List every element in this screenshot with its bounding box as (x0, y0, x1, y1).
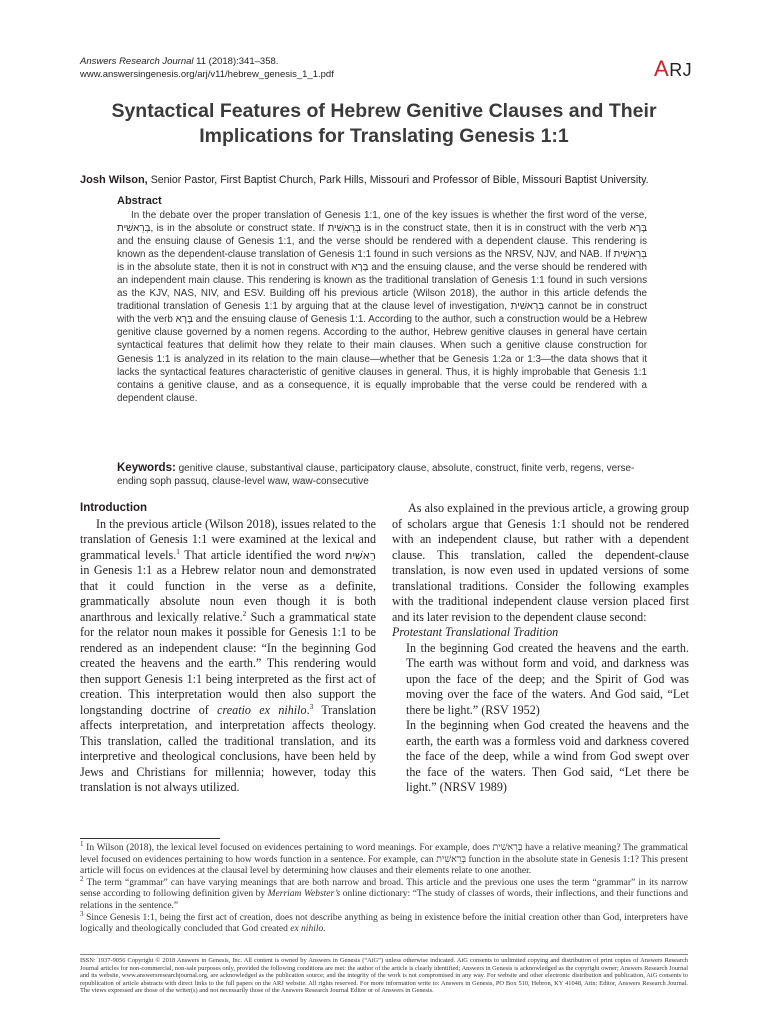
article-url[interactable]: www.answersingenesis.org/arj/v11/hebrew_genesis_1_1.pdf (80, 69, 334, 80)
left-column (80, 501, 376, 796)
creatio-ex-nihilo: creatio ex nihilo (217, 702, 307, 717)
hebrew-word: רֵאשִׁית (345, 548, 376, 562)
footnotes (80, 839, 689, 936)
intro-paragraph: In the previous article (Wilson 2018), issues related to the translation of Genesis 1:1 were examined at the lexical and grammatical levels.$^1$ That article identified the word רֵאשִׁית in Genesis 1:1 as a Hebrew relator noun and demonstrated that it could function in the verse as a definite, grammatically absolute noun even though it is both anarthrous and lexically relative.$^2$ Such a grammatical state for the relator noun makes it possible for Genesis 1:1 to be rendered as an independent clause: “In the beginning God created the heavens and the earth.” This rendering would then support Genesis 1:1 being interpreted as the first act of creation. This interpretation would then also support the longstanding doctrine of creatio ex nihilo.$^3$ Translation affects interpretation, and interpretation affects theology. This translation, called the traditional translation, and its interpretive and theological conclusions, have been held by Jews and Christians for millennia; however, today this translation is not always utilized. (80, 516, 376, 794)
quote-nrsv: In the beginning when God created the heavens and the earth, the earth was a formless void and darkness covered the face of the deep, while a wind from God swept over the face of the waters. Then God said, “Let there be light.” (NRSV 1989) (406, 718, 689, 794)
tradition-heading: Protestant Translational Tradition (392, 625, 559, 639)
footnote-3-text: Since Genesis 1:1, being the first act of creation, does not describe anything as being in existence before the initial creation other than God, interpreters have logically and theologically concluded that God created (80, 912, 688, 935)
intro-text-5: Translation affects interpretation, and interpretation affects theology. This translation, called the traditional translation, and its interpretive and theological conclusions, have been held by Jews and Christians for millennia; however, today this translation is not always utilized. (80, 702, 376, 794)
footnote-2-source: Merriam Webster’s (267, 889, 341, 900)
citation: 11 (2018):341–358. (196, 56, 279, 67)
abstract-text: In the debate over the proper translation of Genesis 1:1, one of the key issues is whether the first word of the verse, בְּרֵאשִׁית, is in the absolute or construct state. If בְּרֵאשִׁית is in the construct state, then it is in construct with the verb בָּרָא and the ensuing clause of Genesis 1:1, and the verse should be rendered with a dependent clause. This rendering is known as the dependent-clause translation of Genesis 1:1 found in such versions as the NRSV, NJV, and NAB. If בְּרֵאשִׁית is in the absolute state, then it is not in construct with בָּרָא and the ensuing clause, and the verse should be rendered with an independent main clause. This rendering is known as the traditional translation of Genesis 1:1 found in such versions as the KJV, NAS, NIV, and ESV. Building off his previous article (Wilson 2018), the author in this article defends the traditional translation of Genesis 1:1 by arguing that at the clause level of investigation, בְּרֵאשִׁית cannot be in construct with the verb בָּרָא and the ensuing clause of Genesis 1:1. According to the author, such a construction would be a Hebrew genitive clause governed by a nomen regens. According to the author, Hebrew genitive clauses in general have certain syntactical features that delimit how they relate to their main clauses. When such a genitive clause construction for Genesis 1:1 is analyzed in its relation to the main clause—whether that be Genesis 1:2a or 1:3—the data shows that it lacks the syntactical features characteristic of genitive clauses in general. Thus, it is highly improbable that Genesis 1:1 contains a genitive clause, and as a consequence, it is equally improbable that the verse could be rendered with a dependent clause. (117, 210, 647, 404)
footnote-2-text-end: online dictionary: “The study of classes of words, their inflections, and their functions and relations in the sentence.” (80, 889, 689, 911)
author-line (80, 173, 688, 187)
arj-logo (654, 56, 692, 82)
footnote-ref-3[interactable]: 3 (309, 702, 314, 711)
keywords-label: Keywords: (117, 462, 176, 474)
abstract-heading: Abstract (117, 195, 162, 207)
intro-text-3: in Genesis 1:1 as a Hebrew relator noun and demonstrated that it could function in the verse as a definite, grammatically absolute noun even though it is both anarthrous and lexically relative. (80, 563, 376, 624)
author-affiliation: Senior Pastor, First Baptist Church, Park Hills, Missouri and Professor of Bible, Missouri Baptist University. (150, 174, 649, 186)
quote-rsv: In the beginning God created the heavens and the earth. The earth was without form and void, and darkness was upon the face of the deep; and the Spirit of God was moving over the face of the waters. And God said, “Let there be light.” (RSV 1952) (406, 640, 689, 717)
abstract-section (117, 195, 647, 405)
logo-letters: RJ (669, 60, 693, 80)
footnote-2-text: The term “grammar” can have varying meanings that are both narrow and broad. This article and the previous one uses the term “grammar” in its narrow sense according to following definition given by (80, 877, 688, 900)
running-header (80, 55, 693, 81)
keywords-text: genitive clause, substantival clause, participatory clause, absolute, construct, finite verb, regens, verse-ending soph passuq, clause-level waw, waw-consecutive (117, 463, 635, 487)
article-title: Syntactical Features of Hebrew Genitive Clauses and Their Implications for Translating Genesis 1:1 (111, 100, 657, 147)
footnote-ref-2[interactable]: 2 (242, 609, 247, 618)
keywords-section (117, 462, 657, 488)
footnote-2: $^2$ The term “grammar” can have varying meanings that are both narrow and broad. This article and the previous one uses the term “grammar” in its narrow sense according to following definition given by Merriam Webster’s online dictionary: “The study of classes of words, their inflections, and their functions and relations in the sentence.” (80, 874, 689, 911)
footnote-ref-1[interactable]: 1 (176, 547, 180, 556)
journal-name: Answers Research Journal (80, 56, 194, 67)
copyright-notice: ISSN: 1937-9056 Copyright © 2018 Answers in Genesis, Inc. All content is owned by Answers in Genesis (“AiG”) unless otherwise indicated. AiG consents to unlimited copying and distribution of print copies of Answers Research Journal articles for non-commercial, non-sale purposes only, provided the following conditions are met: the author of the article is clearly identified; Answers in Genesis is acknowledged as the copyright owner; Answers Research Journal and its website, www.answersresearchjournal.org, are acknowledged as the publication source; and the integrity of the work is not compromised in any way. For website and other electronic distribution and publication, AiG consents to republication of article abstracts with direct links to the full papers on the ARJ website. All rights reserved. For more information write to: Answers in Genesis, PO Box 510, Hebron, KY 41048, Attn: Editor, Answers Research Journal. The views expressed are those of the writer(s) and not necessarily those of the Answers Research Journal Editor or of Answers in Genesis. (80, 954, 688, 995)
footnote-1-text: In Wilson (2018), the lexical level focused on evidences pertaining to word meanings. For example, does בְּרֵאשִׁית have a relative meaning? The grammatical level focused on evidences pertaining to how words function in a sentence. For example, can בְּרֵאשִׁית function in the absolute state in Genesis 1:1? This present article will focus on evidences at the clausal level by determining how clauses and their elements relate to one another. (80, 843, 689, 877)
intro-text-4: Such a grammatical state for the relator noun makes it possible for Genesis 1:1 to be rendered as an independent clause: “In the beginning God created the heavens and the earth.” This rendering would then support Genesis 1:1 being interpreted as the first act of creation. This interpretation would then also support the longstanding doctrine of (80, 609, 376, 717)
intro-text-1: In the previous article (Wilson 2018), issues related to the translation of Genesis 1:1 were examined at the lexical and grammatical levels. (80, 516, 376, 562)
footnote-3-italic: ex nihilo. (290, 924, 326, 935)
right-paragraph: As also explained in the previous article, a growing group of scholars argue that Genesis 1:1 should not be rendered with an independent clause, but rather with a dependent clause. This translation, called the dependent-clause translation, is now even used in updated versions of some translational traditions. Consider the following examples with the traditional independent clause version placed first and its later revision to the dependent clause second: (392, 501, 689, 624)
footnote-3: $^3$ Since Genesis 1:1, being the first act of creation, does not describe anything as being in existence before the initial creation other than God, interpreters have logically and theologically concluded that God created ex nihilo. (80, 909, 688, 935)
logo-letter-a: A (654, 56, 670, 81)
footnote-divider (80, 838, 220, 839)
introduction-heading: Introduction (80, 502, 148, 514)
intro-text-2: That article identified the word (179, 547, 346, 562)
footnote-1: $^1$ In Wilson (2018), the lexical level focused on evidences pertaining to word meanings. For example, does בְּרֵאשִׁית have a relative meaning? The grammatical level focused on evidences pertaining to how words function in a sentence. For example, can בְּרֵאשִׁית function in the absolute state in Genesis 1:1? This present article will focus on evidences at the clausal level by determining how clauses and their elements relate to one another. (80, 839, 689, 877)
author-name: Josh Wilson, (80, 174, 148, 186)
right-column (392, 501, 689, 796)
